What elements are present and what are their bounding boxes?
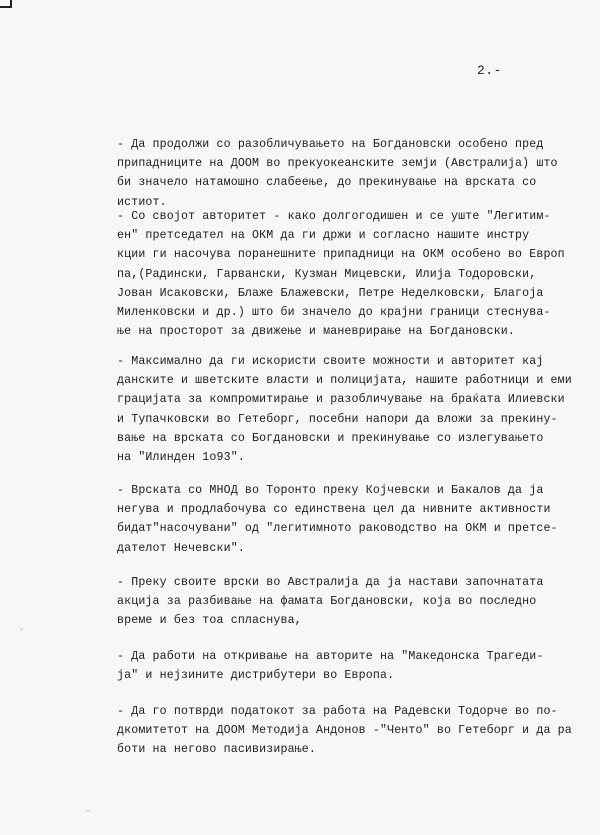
text-line: дателот Нечевски".	[117, 541, 245, 555]
text-line: - Да го потврди податокот за работа на Радевски Тодорче во по-	[117, 705, 558, 718]
text-line: кции ги насочува поранешните припадници на ОКМ особено во Европ	[117, 248, 565, 262]
page-number: 2.-	[477, 63, 502, 78]
text-line: истиот.	[117, 195, 167, 209]
scan-speck	[86, 810, 90, 812]
text-line: - Преку своите врски во Австралија да ја настави започнатата	[117, 576, 544, 589]
text-line: дкомитетот на ДООМ Методија Андонов -"Ченто" во Гетеборг и да ра	[117, 724, 572, 738]
text-line: ја" и нејзините дистрибутери во Европа.	[117, 669, 395, 683]
text-line: би значело натамошно слабеење, до прекинување на врската со	[117, 176, 537, 190]
text-line: па,(Радински, Гарвански, Кузман Мицевски, Илија Тодоровски,	[117, 267, 537, 281]
text-line: бидат"насочувани" од "легитимното раководство на ОКМ и претсе-	[117, 522, 558, 536]
paragraph-1	[117, 135, 587, 212]
text-line: - Со својот авторитет - како долгогодишен и се уште "Легитим-	[117, 210, 551, 223]
text-line: - Да продолжи со разобличувањето на Богдановски особено пред	[117, 138, 544, 151]
text-line: - Максимално да ги искористи своите можности и авторитет кај	[117, 355, 544, 368]
text-line: време и без тоа спласнува,	[117, 614, 302, 628]
text-line: ње на просторот за движење и маневрирање на Богдановски.	[117, 325, 516, 339]
text-line: боти на негово пасивизирање.	[117, 743, 317, 757]
text-line: припадниците на ДООМ во прекуокеанските земји (Австралија) што	[117, 157, 558, 171]
paragraph-3	[117, 352, 587, 467]
paragraph-2	[117, 207, 587, 341]
text-line: на "Илинден 1о93".	[117, 451, 245, 465]
corner-mark	[0, 0, 12, 8]
paragraph-5	[117, 573, 587, 631]
text-line: акција за разбивање на фамата Богдановски, која во последно	[117, 595, 537, 609]
paragraph-4	[117, 481, 587, 558]
text-line: вање на врската со Богдановски и прекинување со излегувањето	[117, 431, 544, 445]
text-line: грацијата за компромитирање и разобличување на браќата Илиевски	[117, 393, 565, 407]
paragraph-6	[117, 647, 587, 685]
text-line: негува и продлабочува со единствена цел да нивните активности	[117, 503, 551, 517]
text-line: Јован Исаковски, Блаже Блажевски, Петре Неделковски, Благоја	[117, 286, 544, 300]
text-line: - Да работи на откривање на авторите на "Македонска Трагеди-	[117, 650, 544, 663]
text-line: - Врската со МНОД во Торонто преку Којчевски и Бакалов да ја	[117, 484, 544, 497]
paragraph-7	[117, 702, 587, 760]
text-line: и Тупачковски во Гетеборг, посебни напори да вложи за прекину-	[117, 412, 558, 426]
scan-speck	[20, 628, 23, 631]
text-line: Миленковски и др.) што би значело до крајни граници стеснува-	[117, 306, 551, 320]
text-line: ен" претседател на ОКМ да ги држи и согласно нашите инстру	[117, 229, 530, 243]
text-line: данските и шветските власти и полицијата, нашите работници и еми	[117, 374, 572, 388]
